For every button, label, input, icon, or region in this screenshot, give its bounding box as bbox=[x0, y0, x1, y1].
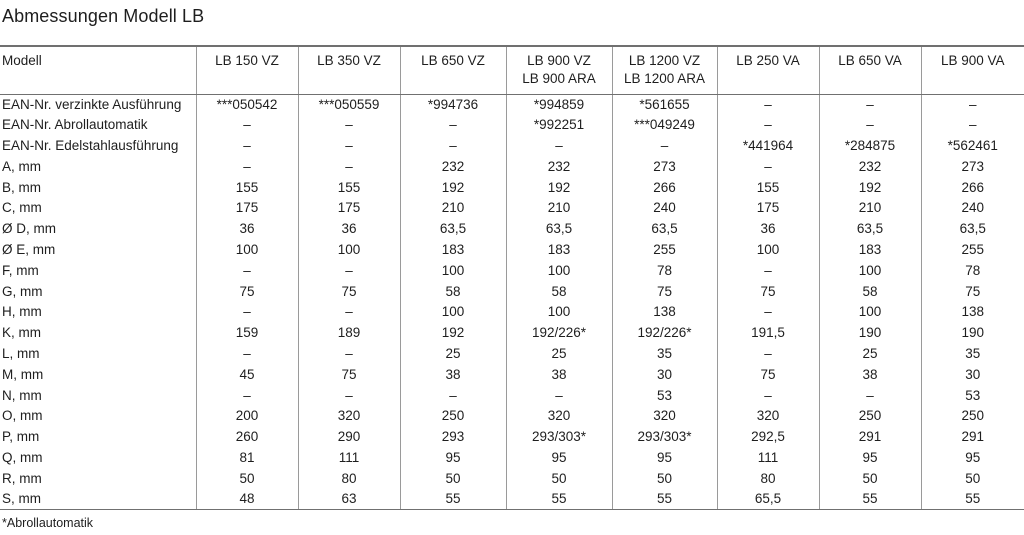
table-cell: 75 bbox=[298, 281, 400, 302]
table-cell: 63,5 bbox=[400, 219, 506, 240]
table-cell: – bbox=[717, 260, 819, 281]
row-label: EAN-Nr. verzinkte Ausführung bbox=[2, 96, 182, 112]
table-cell: 30 bbox=[612, 364, 717, 385]
row-label: B, mm bbox=[2, 179, 41, 195]
column-header bbox=[819, 46, 921, 94]
column-header-line1: LB 650 VZ bbox=[421, 53, 485, 68]
table-row bbox=[0, 136, 1024, 157]
table-cell: – bbox=[298, 136, 400, 157]
row-label: R, mm bbox=[2, 470, 42, 486]
table-cell: 35 bbox=[921, 344, 1024, 365]
table-cell: – bbox=[819, 115, 921, 136]
table-cell: 58 bbox=[506, 281, 612, 302]
table-cell: 100 bbox=[196, 240, 298, 261]
table-cell: 100 bbox=[506, 260, 612, 281]
column-header bbox=[717, 46, 819, 94]
table-cell: – bbox=[298, 156, 400, 177]
table-cell: 50 bbox=[506, 468, 612, 489]
table-cell: – bbox=[717, 115, 819, 136]
table-cell: – bbox=[717, 156, 819, 177]
table-cell: 53 bbox=[612, 385, 717, 406]
table-cell: 255 bbox=[921, 240, 1024, 261]
table-cell: – bbox=[400, 136, 506, 157]
table-cell: – bbox=[298, 302, 400, 323]
table-cell: – bbox=[921, 115, 1024, 136]
table-cell: 30 bbox=[921, 364, 1024, 385]
row-label: Q, mm bbox=[2, 449, 43, 465]
column-header-line1: LB 150 VZ bbox=[215, 53, 279, 68]
dimensions-table bbox=[0, 45, 1024, 510]
table-cell: 232 bbox=[819, 156, 921, 177]
row-label: O, mm bbox=[2, 408, 43, 424]
table-cell: 80 bbox=[717, 468, 819, 489]
row-label: EAN-Nr. Edelstahlausführung bbox=[2, 137, 179, 153]
table-cell: ***050542 bbox=[196, 94, 298, 115]
column-header bbox=[196, 46, 298, 94]
table-cell: 255 bbox=[612, 240, 717, 261]
table-cell: *994859 bbox=[506, 94, 612, 115]
table-cell: *561655 bbox=[612, 94, 717, 115]
table-cell: 175 bbox=[717, 198, 819, 219]
table-cell: – bbox=[506, 385, 612, 406]
table-cell: 320 bbox=[506, 406, 612, 427]
table-cell: 159 bbox=[196, 323, 298, 344]
table-row bbox=[0, 364, 1024, 385]
table-cell: 45 bbox=[196, 364, 298, 385]
table-cell: 290 bbox=[298, 427, 400, 448]
table-cell: – bbox=[506, 136, 612, 157]
table-row bbox=[0, 385, 1024, 406]
table-cell: 36 bbox=[196, 219, 298, 240]
table-cell: 95 bbox=[921, 448, 1024, 469]
table-cell: 291 bbox=[819, 427, 921, 448]
table-cell: *441964 bbox=[717, 136, 819, 157]
column-header-modell: Modell bbox=[0, 46, 196, 94]
table-cell: – bbox=[298, 115, 400, 136]
table-row bbox=[0, 115, 1024, 136]
row-label: EAN-Nr. Abrollautomatik bbox=[2, 117, 148, 133]
table-cell: 63,5 bbox=[506, 219, 612, 240]
table-cell: 250 bbox=[400, 406, 506, 427]
table-cell: 81 bbox=[196, 448, 298, 469]
table-row bbox=[0, 406, 1024, 427]
table-cell: 80 bbox=[298, 468, 400, 489]
table-cell: 111 bbox=[298, 448, 400, 469]
table-cell: 100 bbox=[400, 260, 506, 281]
table-cell: *992251 bbox=[506, 115, 612, 136]
column-header bbox=[298, 46, 400, 94]
table-cell: 266 bbox=[921, 177, 1024, 198]
row-label: M, mm bbox=[2, 366, 44, 382]
table-cell: – bbox=[196, 302, 298, 323]
table-cell: 138 bbox=[921, 302, 1024, 323]
table-cell: 75 bbox=[921, 281, 1024, 302]
table-cell: – bbox=[298, 344, 400, 365]
table-cell: 25 bbox=[506, 344, 612, 365]
table-cell: 273 bbox=[612, 156, 717, 177]
row-label: A, mm bbox=[2, 158, 41, 174]
table-cell: 200 bbox=[196, 406, 298, 427]
table-cell: 210 bbox=[819, 198, 921, 219]
table-cell: 266 bbox=[612, 177, 717, 198]
table-cell: 100 bbox=[506, 302, 612, 323]
table-cell: 293/303* bbox=[612, 427, 717, 448]
table-cell: 191,5 bbox=[717, 323, 819, 344]
table-cell: 58 bbox=[400, 281, 506, 302]
table-body bbox=[0, 94, 1024, 510]
table-cell: – bbox=[196, 156, 298, 177]
table-cell: 190 bbox=[921, 323, 1024, 344]
table-cell: 260 bbox=[196, 427, 298, 448]
column-header bbox=[612, 46, 717, 94]
table-cell: 25 bbox=[819, 344, 921, 365]
table-cell: 55 bbox=[400, 489, 506, 510]
column-header-line1: LB 900 VZ bbox=[527, 53, 591, 68]
table-cell: 95 bbox=[819, 448, 921, 469]
table-cell: 75 bbox=[717, 281, 819, 302]
table-cell: 192 bbox=[400, 177, 506, 198]
column-header-line1: LB 350 VZ bbox=[317, 53, 381, 68]
table-cell: *284875 bbox=[819, 136, 921, 157]
table-cell: 25 bbox=[400, 344, 506, 365]
column-header bbox=[400, 46, 506, 94]
table-cell: – bbox=[298, 260, 400, 281]
table-cell: 50 bbox=[196, 468, 298, 489]
column-header-line1: LB 250 VA bbox=[736, 53, 800, 68]
table-cell: 58 bbox=[819, 281, 921, 302]
table-cell: 55 bbox=[612, 489, 717, 510]
table-cell: 320 bbox=[298, 406, 400, 427]
table-cell: 100 bbox=[400, 302, 506, 323]
table-row bbox=[0, 468, 1024, 489]
table-cell: 75 bbox=[196, 281, 298, 302]
table-cell: 100 bbox=[819, 260, 921, 281]
table-cell: 63,5 bbox=[612, 219, 717, 240]
table-cell: 100 bbox=[819, 302, 921, 323]
table-cell: 232 bbox=[400, 156, 506, 177]
table-cell: 183 bbox=[819, 240, 921, 261]
table-cell: 183 bbox=[506, 240, 612, 261]
table-cell: 232 bbox=[506, 156, 612, 177]
table-cell: 38 bbox=[506, 364, 612, 385]
row-label: L, mm bbox=[2, 345, 40, 361]
table-row bbox=[0, 489, 1024, 510]
table-row bbox=[0, 344, 1024, 365]
table-cell: – bbox=[196, 260, 298, 281]
table-cell: 175 bbox=[196, 198, 298, 219]
table-cell: 192 bbox=[506, 177, 612, 198]
table-row bbox=[0, 260, 1024, 281]
table-cell: 155 bbox=[717, 177, 819, 198]
table-cell: ***049249 bbox=[612, 115, 717, 136]
table-cell: 63,5 bbox=[921, 219, 1024, 240]
table-cell: 192 bbox=[819, 177, 921, 198]
table-cell: 50 bbox=[400, 468, 506, 489]
table-cell: – bbox=[717, 385, 819, 406]
column-header-line1: LB 900 VA bbox=[940, 53, 1005, 68]
row-label: N, mm bbox=[2, 387, 42, 403]
row-label: S, mm bbox=[0, 489, 196, 510]
table-cell: 53 bbox=[921, 385, 1024, 406]
footnote: *Abrollautomatik bbox=[2, 516, 94, 530]
table-cell: 95 bbox=[612, 448, 717, 469]
table-cell: 100 bbox=[717, 240, 819, 261]
table-cell: – bbox=[717, 344, 819, 365]
table-cell: 293/303* bbox=[506, 427, 612, 448]
table-cell: 189 bbox=[298, 323, 400, 344]
table-cell: – bbox=[196, 344, 298, 365]
table-cell: – bbox=[921, 94, 1024, 115]
column-header-line2: LB 1200 ARA bbox=[623, 71, 706, 86]
table-cell: 78 bbox=[612, 260, 717, 281]
table-cell: 35 bbox=[612, 344, 717, 365]
table-cell: 240 bbox=[921, 198, 1024, 219]
table-cell: 190 bbox=[819, 323, 921, 344]
table-cell: 192/226* bbox=[612, 323, 717, 344]
table-cell: 78 bbox=[921, 260, 1024, 281]
table-cell: 175 bbox=[298, 198, 400, 219]
table-cell: 210 bbox=[400, 198, 506, 219]
table-cell: 95 bbox=[506, 448, 612, 469]
table-header-row bbox=[0, 46, 1024, 94]
table-cell: *562461 bbox=[921, 136, 1024, 157]
table-row bbox=[0, 177, 1024, 198]
row-label: F, mm bbox=[2, 262, 39, 278]
row-label: C, mm bbox=[2, 200, 42, 216]
table-row bbox=[0, 302, 1024, 323]
table-cell: – bbox=[717, 302, 819, 323]
table-cell: 292,5 bbox=[717, 427, 819, 448]
table-cell: 63,5 bbox=[819, 219, 921, 240]
table-cell: 50 bbox=[819, 468, 921, 489]
table-cell: ***050559 bbox=[298, 94, 400, 115]
column-header bbox=[506, 46, 612, 94]
table-cell: 38 bbox=[400, 364, 506, 385]
table-cell: 38 bbox=[819, 364, 921, 385]
table-cell: 63 bbox=[298, 489, 400, 510]
table-cell: 250 bbox=[921, 406, 1024, 427]
table-cell: – bbox=[819, 94, 921, 115]
table-cell: 138 bbox=[612, 302, 717, 323]
table-cell: 111 bbox=[717, 448, 819, 469]
table-cell: 75 bbox=[298, 364, 400, 385]
table-cell: 192 bbox=[400, 323, 506, 344]
column-header-line1: LB 650 VA bbox=[838, 53, 902, 68]
table-cell: 155 bbox=[196, 177, 298, 198]
table-cell: – bbox=[196, 385, 298, 406]
table-cell: – bbox=[717, 94, 819, 115]
table-cell: – bbox=[196, 115, 298, 136]
row-label: Ø D, mm bbox=[2, 221, 56, 237]
column-header bbox=[921, 46, 1024, 94]
table-cell: – bbox=[298, 385, 400, 406]
table-cell: 273 bbox=[921, 156, 1024, 177]
row-label: G, mm bbox=[2, 283, 43, 299]
table-row bbox=[0, 427, 1024, 448]
table-cell: 36 bbox=[717, 219, 819, 240]
table-cell: 250 bbox=[819, 406, 921, 427]
table-cell: 50 bbox=[612, 468, 717, 489]
table-cell: 65,5 bbox=[717, 489, 819, 510]
table-cell: 293 bbox=[400, 427, 506, 448]
table-cell: 55 bbox=[506, 489, 612, 510]
table-cell: 210 bbox=[506, 198, 612, 219]
table-cell: – bbox=[612, 136, 717, 157]
table-cell: 95 bbox=[400, 448, 506, 469]
row-label: K, mm bbox=[2, 325, 41, 341]
table-cell: 192/226* bbox=[506, 323, 612, 344]
table-cell: – bbox=[196, 136, 298, 157]
table-cell: 50 bbox=[921, 468, 1024, 489]
column-header-line2: LB 900 ARA bbox=[522, 71, 596, 86]
table-cell: 55 bbox=[819, 489, 921, 510]
table-row bbox=[0, 448, 1024, 469]
page-title: Abmessungen Modell LB bbox=[2, 6, 205, 26]
table-cell: 320 bbox=[612, 406, 717, 427]
table-cell: 75 bbox=[717, 364, 819, 385]
table-row bbox=[0, 323, 1024, 344]
row-label: H, mm bbox=[2, 304, 42, 320]
table-cell: 75 bbox=[612, 281, 717, 302]
column-header-line1: LB 1200 VZ bbox=[628, 53, 701, 68]
row-label: P, mm bbox=[2, 429, 40, 445]
table-cell: 183 bbox=[400, 240, 506, 261]
row-label: Ø E, mm bbox=[2, 241, 56, 257]
table-cell: 155 bbox=[298, 177, 400, 198]
table-cell: 36 bbox=[298, 219, 400, 240]
table-cell: 240 bbox=[612, 198, 717, 219]
table-cell: – bbox=[400, 115, 506, 136]
table-cell: – bbox=[819, 385, 921, 406]
table-cell: 55 bbox=[921, 489, 1024, 510]
table-cell: *994736 bbox=[400, 94, 506, 115]
table-row bbox=[0, 94, 1024, 115]
table-row bbox=[0, 240, 1024, 261]
table-cell: 48 bbox=[196, 489, 298, 510]
table-cell: 291 bbox=[921, 427, 1024, 448]
table-cell: – bbox=[400, 385, 506, 406]
table-row bbox=[0, 281, 1024, 302]
table-row bbox=[0, 198, 1024, 219]
table-cell: 320 bbox=[717, 406, 819, 427]
table-cell: 100 bbox=[298, 240, 400, 261]
table-row bbox=[0, 156, 1024, 177]
table-row bbox=[0, 219, 1024, 240]
